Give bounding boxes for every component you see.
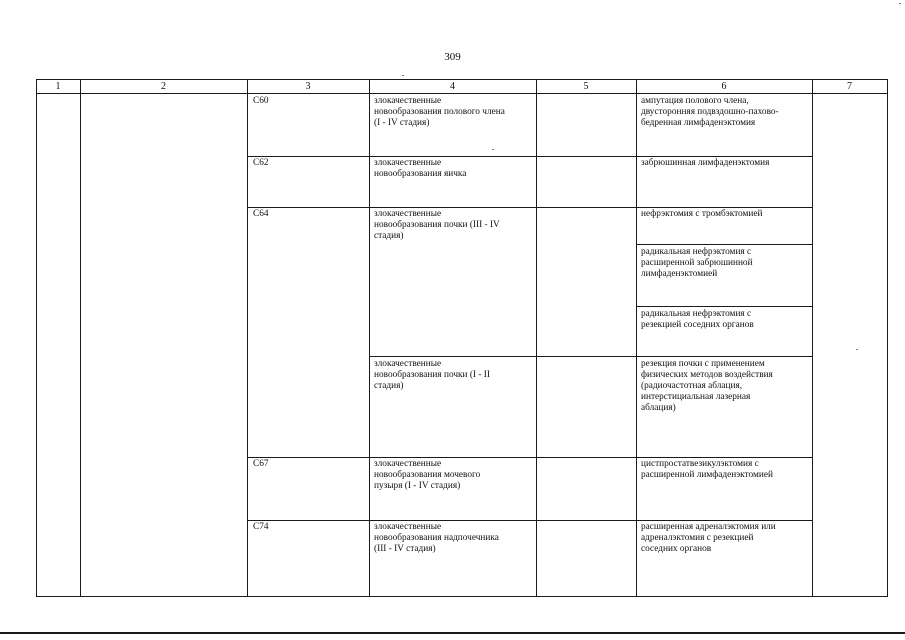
scan-speck [856, 349, 858, 350]
code-cell: C74 [253, 522, 269, 532]
table-h-rule [247, 156, 813, 157]
table-v-rule [636, 79, 637, 597]
table-v-rule [536, 79, 537, 597]
scan-edge-line [0, 632, 905, 634]
column-header-4: 4 [450, 81, 455, 92]
table-v-rule [36, 79, 37, 597]
table-h-rule [369, 356, 813, 357]
table-v-rule [247, 79, 248, 597]
diagnosis-cell: злокачественные новообразования мочевого пузыря (I - IV стадия) [374, 459, 481, 491]
column-header-7: 7 [847, 81, 852, 92]
table-v-rule [812, 79, 813, 597]
treatment-cell: радикальная нефрэктомия с расширенной забрюшинной лимфаденэктомией [641, 247, 753, 279]
diagnosis-cell: злокачественные новообразования почки (III - IV стадия) [374, 209, 500, 241]
table-h-rule [636, 306, 813, 307]
scan-speck [492, 149, 494, 150]
treatment-cell: нефрэктомия с тромбэктомией [641, 209, 763, 219]
scan-speck [899, 3, 901, 4]
code-cell: C60 [253, 96, 269, 106]
treatment-cell: забрюшинная лимфаденэктомия [641, 158, 770, 168]
diagnosis-cell: злокачественные новообразования яичка [374, 158, 467, 179]
diagnosis-cell: злокачественные новообразования почки (I - II стадия) [374, 359, 490, 391]
treatment-cell: цистпростатвезикулэктомия с расширенной лимфаденэктомией [641, 459, 773, 480]
diagnosis-cell: злокачественные новообразования надпочечника (III - IV стадия) [374, 522, 499, 554]
treatment-cell: ампутация полового члена, двусторонняя подвздошно-пахово- бедренная лимфаденэктомия [641, 96, 779, 128]
column-header-2: 2 [161, 81, 166, 92]
table-h-rule [636, 244, 813, 245]
table-h-rule [247, 207, 813, 208]
treatment-cell: расширенная адреналэктомия или адреналэктомия с резекцией соседних органов [641, 522, 776, 554]
table-h-rule [247, 520, 813, 521]
scan-speck [402, 75, 404, 76]
table-h-rule [36, 596, 888, 597]
treatment-cell: резекция почки с применением физических методов воздействия (радиочастотная аблация, интерстициальная лазерная аблация) [641, 359, 773, 413]
column-header-5: 5 [583, 81, 589, 92]
treatment-cell: радикальная нефрэктомия с резекцией соседних органов [641, 309, 754, 330]
column-header-6: 6 [721, 81, 727, 92]
column-header-3: 3 [305, 81, 311, 92]
page-number: 309 [444, 51, 461, 63]
code-cell: C64 [253, 209, 269, 219]
table-v-rule [887, 79, 888, 597]
column-header-1: 1 [55, 81, 61, 92]
table-h-rule [36, 93, 888, 94]
code-cell: C67 [253, 459, 269, 469]
diagnosis-cell: злокачественные новообразования полового члена (I - IV стадия) [374, 96, 505, 128]
table-v-rule [369, 79, 370, 597]
table-h-rule [247, 457, 813, 458]
table-v-rule [80, 79, 81, 597]
code-cell: C62 [253, 158, 269, 168]
